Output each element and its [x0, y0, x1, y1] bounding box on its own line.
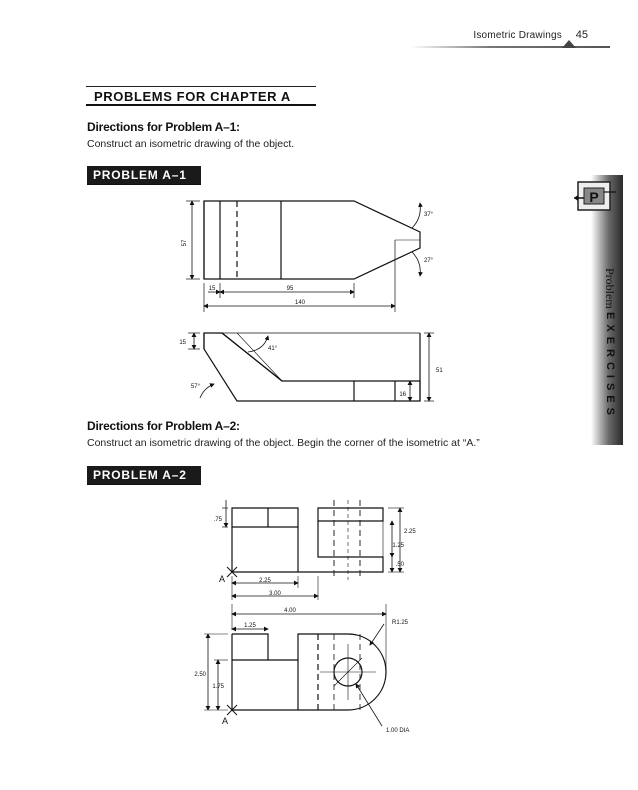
a1-dim-front-step: 16 — [399, 392, 406, 398]
a2-top-view — [222, 500, 404, 600]
a2-dim-slot-depth: 1.25 — [392, 543, 404, 549]
header-title: Isometric Drawings — [473, 30, 562, 41]
problem-a1-banner: PROBLEM A–1 — [87, 166, 201, 184]
a1-top-view — [186, 201, 420, 312]
page-number: 45 — [575, 29, 588, 41]
a2-dim-slot-bottom: .50 — [395, 562, 404, 568]
a2-dim-radius: R1.25 — [392, 620, 409, 626]
a1-dim-middle: 95 — [286, 286, 294, 292]
a1-dim-front-angle-top: 41° — [268, 346, 278, 352]
a1-dim-offset: 15 — [208, 286, 216, 292]
a1-dim-overall: 140 — [294, 300, 306, 306]
a2-corner-label: A — [219, 574, 226, 584]
a1-dim-front-height: 51 — [436, 368, 443, 374]
directions-a2-title: Directions for Problem A–2: — [87, 419, 240, 433]
side-tab-word-exercises: EXERCISES — [604, 312, 616, 420]
a2-front-corner-label: A — [222, 716, 229, 726]
a1-dim-angle-bottom: 27° — [424, 258, 434, 264]
a1-dim-front-top-offset: 15 — [179, 340, 186, 346]
a2-dim-lower-height: 1.75 — [212, 684, 224, 690]
a2-dim-overall-width: 3.00 — [269, 591, 281, 597]
problem-a2-banner: PROBLEM A–2 — [87, 466, 201, 484]
a1-dim-height: 57 — [182, 239, 188, 247]
directions-a2-text: Construct an isometric drawing of the object. Begin the corner of the isometric at “A.” — [87, 437, 480, 449]
a2-dim-top-thickness: .75 — [213, 517, 222, 523]
directions-a1-title: Directions for Problem A–1: — [87, 120, 240, 134]
chapter-heading: PROBLEMS FOR CHAPTER A — [86, 86, 316, 106]
a2-dim-front-height: 2.50 — [194, 672, 206, 678]
directions-a1-text: Construct an isometric drawing of the object. — [87, 138, 295, 150]
a2-dim-inner-width: 2.25 — [259, 578, 271, 584]
a2-front-view — [204, 604, 386, 726]
a1-dim-front-angle-left: 57° — [190, 384, 200, 390]
a1-front-view — [188, 333, 434, 401]
a2-dim-hole: 1.00 DIA — [386, 728, 410, 734]
a2-dim-front-width: 4.00 — [284, 608, 296, 614]
problem-icon-letter: P — [589, 189, 599, 205]
a2-dim-step-width: 1.25 — [244, 623, 256, 629]
side-tab-word-problem: Problem — [603, 268, 617, 309]
a2-dim-right-height: 2.25 — [404, 529, 416, 535]
a1-dim-angle-top: 37° — [424, 212, 434, 218]
